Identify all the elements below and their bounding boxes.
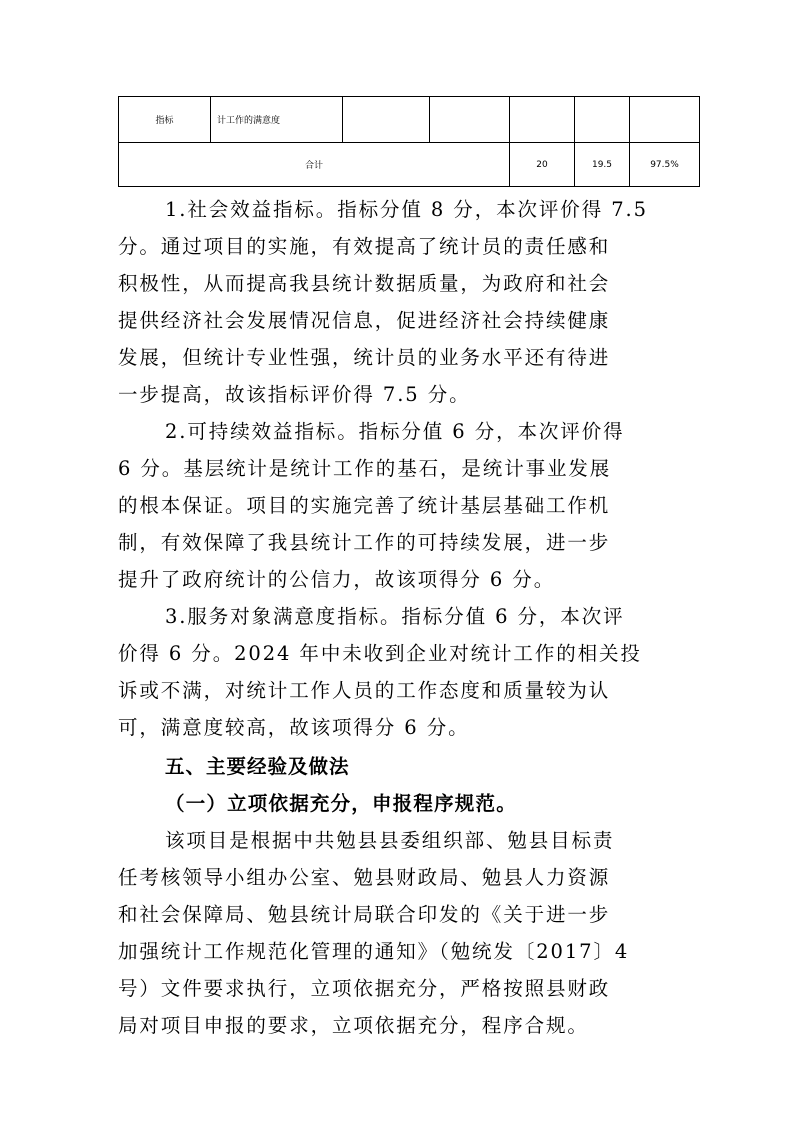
paragraph-line: 分。通过项目的实施，有效提高了统计员的责任感和 [118, 235, 611, 258]
indicator-cell: 计工作的满意度 [211, 97, 343, 143]
full-score-cell: 20 [510, 143, 575, 187]
category-cell: 指标 [119, 97, 211, 143]
paragraph-line: 可，满意度较高，故该项得分 6 分。 [118, 716, 470, 739]
paragraph-line: 提供经济社会发展情况信息，促进经济社会持续健康 [118, 309, 611, 332]
paragraph-line: 诉或不满，对统计工作人员的工作态度和质量较为认 [118, 679, 611, 702]
paragraph-line: 号）文件要求执行，立项依据充分，严格按照县财政 [118, 977, 611, 1000]
table-cell [430, 97, 510, 143]
total-label-cell: 合计 [119, 143, 510, 187]
table-row [119, 97, 700, 143]
table-cell [575, 97, 630, 143]
paragraph-line: 一步提高，故该指标评价得 7.5 分。 [118, 383, 471, 406]
paragraph-line: 提升了政府统计的公信力，故该项得分 6 分。 [118, 568, 556, 591]
paragraph-line: 任考核领导小组办公室、勉县财政局、勉县人力资源 [118, 866, 611, 889]
paragraph-line: 加强统计工作规范化管理的通知》（勉统发〔2017〕4 [118, 940, 630, 963]
paragraph-line: 和社会保障局、勉县统计局联合印发的《关于进一步 [118, 903, 611, 926]
section-heading: 五、主要经验及做法 [165, 755, 350, 778]
paragraph-line: 6 分。基层统计是统计工作的基石，是统计事业发展 [118, 457, 612, 480]
score-table [118, 96, 700, 187]
paragraph-line: 积极性，从而提高我县统计数据质量，为政府和社会 [118, 272, 611, 295]
rate-cell: 97.5% [630, 143, 700, 187]
paragraph-line: 制，有效保障了我县统计工作的可持续发展，进一步 [118, 531, 611, 554]
table-cell [343, 97, 430, 143]
subsection-heading: （一）立项依据充分，申报程序规范。 [165, 792, 517, 815]
table-row-total [119, 143, 700, 187]
paragraph-line: 价得 6 分。2024 年中未收到企业对统计工作的相关投 [118, 642, 642, 665]
paragraph-line: 发展，但统计专业性强，统计员的业务水平还有待进 [118, 346, 611, 369]
table-cell [510, 97, 575, 143]
paragraph-line: 该项目是根据中共勉县县委组织部、勉县目标责 [165, 829, 615, 852]
paragraph-line: 局对项目申报的要求，立项依据充分，程序合规。 [118, 1014, 589, 1037]
paragraph-line: 2.可持续效益指标。指标分值 6 分，本次评价得 [165, 420, 625, 443]
table-cell [630, 97, 700, 143]
paragraph-line: 1.社会效益指标。指标分值 8 分，本次评价得 7.5 [165, 198, 648, 221]
paragraph-line: 3.服务对象满意度指标。指标分值 6 分，本次评 [165, 605, 625, 628]
score-cell: 19.5 [575, 143, 630, 187]
paragraph-line: 的根本保证。项目的实施完善了统计基层基础工作机 [118, 494, 611, 517]
